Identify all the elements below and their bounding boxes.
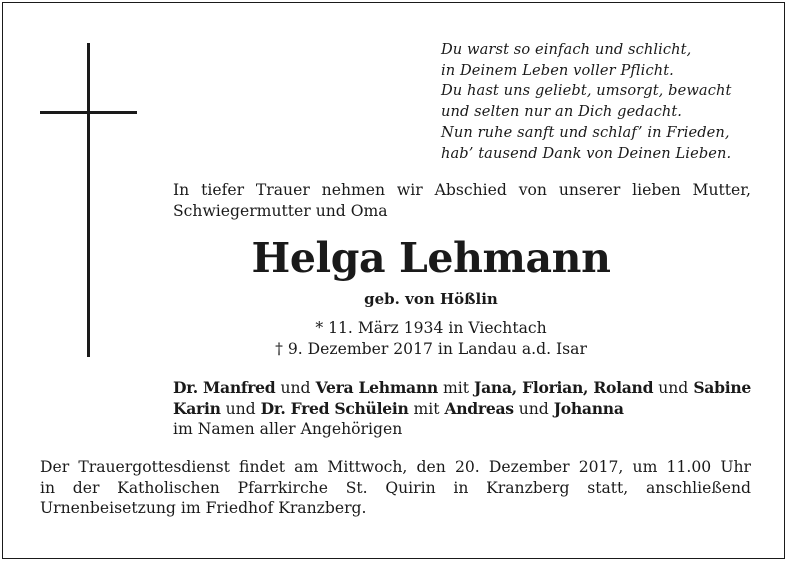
deceased-name: Helga Lehmann [251,234,611,282]
cross-horizontal-bar [40,111,137,114]
mourner-name: Jana, Florian, Roland [474,378,654,397]
mourners [173,378,751,440]
poem-line: und selten nur an Dich gedacht. [441,103,683,121]
poem-line: Nun ruhe sanft und schlaf’ in Frieden, [441,123,730,141]
life-dates [173,318,689,359]
birth-name: geb. von Hößlin [364,290,498,308]
mourners-line-1 [173,378,751,399]
mourners-line-2 [173,399,751,420]
mourner-name: Karin [173,398,221,418]
mourners-connector: und [653,379,694,397]
mourners-line-3: im Namen aller Angehörigen [173,420,403,438]
mourners-connector: und [220,399,261,418]
poem [441,40,761,164]
mourners-connector: mit [408,399,445,418]
mourner-name: Dr. Fred Schülein [260,398,409,418]
mourner-name: Dr. Manfred [173,378,276,397]
poem-line: Du hast uns geliebt, umsorgt, bewacht [441,82,732,100]
cross-vertical-bar [87,43,90,357]
poem-line: in Deinem Leben voller Pflicht. [441,61,674,79]
mourners-connector: und [513,399,554,418]
service-line: in der Katholischen Pfarrkirche St. Quirin in Kranzberg statt, anschließend [40,478,751,497]
service-info [40,457,751,519]
intro-text: In tiefer Trauer nehmen wir Abschied von unserer lieben Mutter, Schwiegermutter und Oma [173,181,751,220]
mourner-name: Andreas [444,398,514,418]
birth-date: * 11. März 1934 in Viechtach [315,319,547,337]
mourner-name: Sabine [693,378,751,397]
death-date: † 9. Dezember 2017 in Landau a.d. Isar [275,339,587,358]
mourners-connector: und [275,379,316,397]
mourner-name: Johanna [553,398,624,418]
poem-line: hab’ tausend Dank von Deinen Lieben. [441,144,732,162]
service-line: Urnenbeisetzung im Friedhof Kranzberg. [40,499,367,517]
service-line: Der Trauergottesdienst findet am Mittwoch, den 20. Dezember 2017, um 11.00 Uhr [40,458,751,476]
poem-line: Du warst so einfach und schlicht, [441,41,692,58]
mourners-connector: mit [437,379,475,397]
mourner-name: Vera Lehmann [315,378,438,397]
